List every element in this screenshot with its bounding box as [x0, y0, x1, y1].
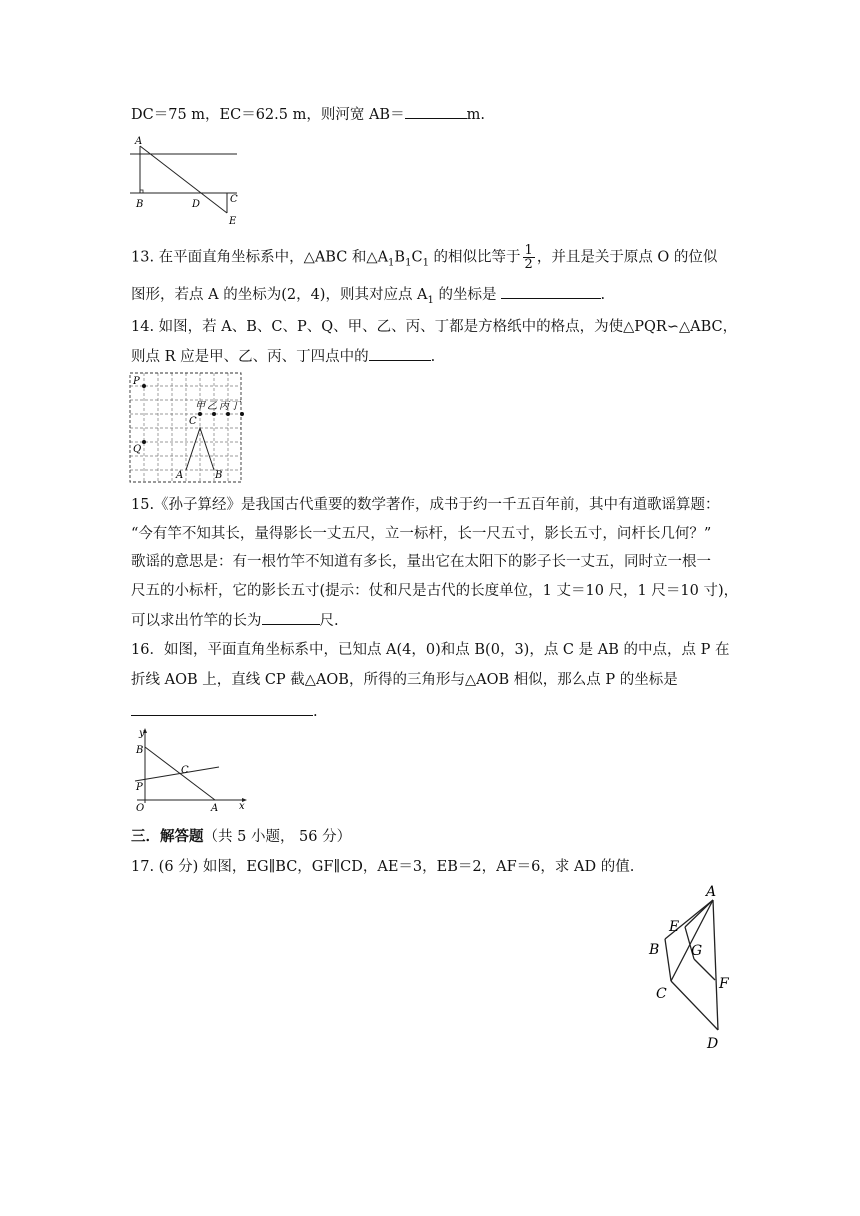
fig17-label-F: F: [719, 976, 729, 992]
fig16-label-A: A: [211, 803, 219, 814]
q15-line2: “今有竿不知其长，量得影长一丈五尺，立一标杆，长一尺五寸，影长五寸，问杆长几何？”: [131, 526, 712, 542]
fig12-label-E: E: [229, 216, 237, 227]
q16-line1: 16．如图，平面直角坐标系中，已知点 A(4，0)和点 B(0，3)，点 C 是 AB 的中点，点 P 在: [131, 642, 730, 658]
fraction-one-half: $\frac{1}{2}$: [524, 243, 533, 272]
q15-line1: 15.《孙子算经》是我国古代重要的数学著作，成书于约一千五百年前，其中有道歌谣算题：: [131, 497, 720, 513]
fig16-label-P: P: [136, 782, 143, 793]
fig14-label-ding: 丁: [230, 401, 240, 412]
fig14-label-yi: 乙: [207, 401, 217, 412]
fig17-label-C: C: [656, 986, 667, 1002]
fig16-label-y: y: [139, 728, 145, 739]
figure-14-grid: [129, 372, 245, 484]
q16-line3: .: [131, 701, 318, 722]
fig17-label-A: A: [706, 884, 717, 900]
fig14-label-B: B: [215, 470, 223, 481]
q15-line3: 歌谣的意思是：有一根竹竿不知道有多长，量出它在太阳下的影子长一丈五，同时立一根一: [131, 554, 711, 570]
q17-line: 17. (6 分) 如图，EG∥BC，GF∥CD，AE＝3，EB＝2，AF＝6，求 AD 的值.: [131, 859, 635, 875]
q14-line2: 则点 R 应是甲、乙、丙、丁四点中的 .: [131, 346, 435, 367]
q13-line2: 图形，若点 A 的坐标为(2，4)，则其对应点 $A_1$ 的坐标是 .: [131, 284, 605, 311]
q15-line4: 尺五的小标杆，它的影长五寸(提示：仗和尺是古代的长度单位，1 丈＝10 尺，1 尺＝10 寸)，: [131, 583, 739, 599]
fig14-label-jia: 甲: [195, 401, 205, 412]
fig14-label-bing: 丙: [219, 401, 229, 412]
fig14-label-A: A: [176, 470, 184, 481]
fig16-label-O: O: [136, 803, 145, 814]
answer-blank: [262, 610, 320, 625]
fig14-label-P: P: [133, 376, 140, 387]
fig17-label-D: D: [707, 1036, 719, 1052]
q13-line1: 13. 在平面直角坐标系中，△ABC 和$\triangle A_1B_1C_1$ 的相似比等于 $\frac{1}{2}$ ，并且是关于原点 O 的位似: [131, 243, 718, 272]
fig17-label-B: B: [649, 942, 660, 958]
fig16-label-x: x: [239, 801, 245, 812]
answer-blank: [405, 104, 467, 119]
fig17-label-E: E: [669, 919, 680, 935]
q12-line: DC＝75 m，EC＝62.5 m，则河宽 AB＝ m.: [131, 104, 485, 125]
answer-blank: [369, 346, 431, 361]
figure-17-quadrilateral: [640, 878, 750, 1056]
fig12-label-B: B: [136, 199, 144, 210]
fig17-label-G: G: [691, 943, 703, 959]
fig12-label-C: C: [230, 194, 238, 205]
q14-line1: 14. 如图，若 A、B、C、P、Q、甲、乙、丙、丁都是方格纸中的格点，为使△PQR∽△ABC，: [131, 319, 738, 335]
section-3-heading: 三．解答题（共 5 小题， 56 分）: [131, 828, 352, 845]
q15-line5: 可以求出竹竿的长为 尺.: [131, 610, 339, 631]
answer-blank: [501, 284, 601, 299]
fig14-label-Q: Q: [133, 444, 142, 455]
figure-16-coordinates: [131, 727, 251, 815]
fig12-label-A: A: [135, 136, 143, 147]
fig16-label-B: B: [136, 745, 144, 756]
fig16-label-C: C: [181, 765, 189, 776]
fig12-label-D: D: [192, 199, 201, 210]
figure-12-river: [127, 133, 242, 228]
fig14-label-C: C: [189, 416, 197, 427]
q16-line2: 折线 AOB 上，直线 CP 截△AOB，所得的三角形与△AOB 相似，那么点 P 的坐标是: [131, 672, 678, 688]
answer-blank: [131, 701, 313, 716]
